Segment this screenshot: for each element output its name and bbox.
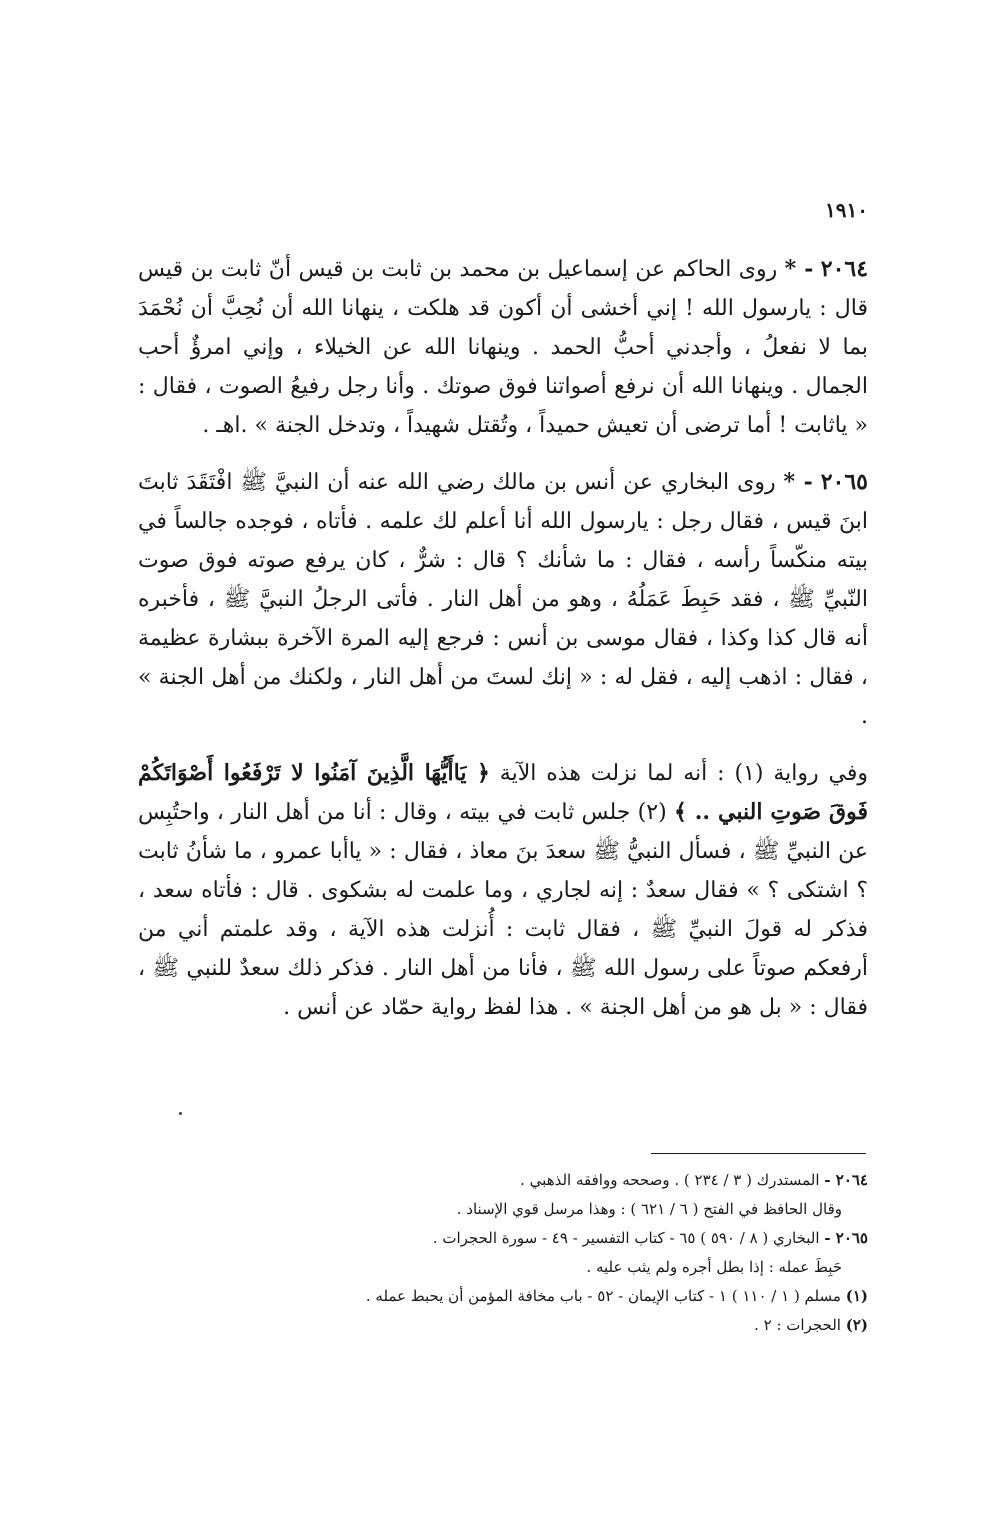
footnote [300, 1226, 868, 1251]
page-number: ١٩١٠ [825, 198, 868, 222]
footnote [300, 1255, 842, 1280]
footnote-ref-1: (١) [734, 761, 764, 786]
hadith-marker: - * [784, 256, 814, 282]
print-speck [179, 1112, 182, 1115]
hadith-number: ٢٠٦٤ [820, 256, 869, 282]
footnote [300, 1168, 868, 1193]
footnote [300, 1284, 868, 1309]
narration-intro: وفي رواية [773, 761, 869, 786]
footnote-divider [651, 1153, 866, 1154]
quran-verse: ﴿ يَاأَيُّهَا الَّذِينَ آمَنُوا لا تَرْفَعُوا أَصْوَاتَكُمْ فَوقَ صَوتِ النبي .. ﴾ [138, 760, 868, 825]
main-text [138, 250, 868, 1045]
narration-paragraph [138, 754, 868, 1027]
footnote-text: الحجرات : ٢ . [754, 1316, 841, 1334]
footnote-text: مسلم ( ١ / ١١٠ ) ١ - كتاب الإيمان - ٥٢ - باب مخافة المؤمن أن يحبط عمله . [365, 1287, 841, 1305]
narration-part-1: : أنه لما نزلت هذه الآية [499, 761, 725, 786]
footnote-number: (٢) [845, 1316, 868, 1334]
footnote-text: وقال الحافظ في الفتح ( ٦ / ٦٢١ ) : وهذا مرسل قوي الإسناد . [456, 1200, 842, 1218]
footnote-text: حَبِطَ عمله : إذا بطل أجره ولم يثب عليه . [586, 1258, 842, 1276]
footnote-ref-2: (٢) [637, 800, 667, 825]
hadith-2064 [138, 250, 868, 445]
footnote [300, 1197, 842, 1222]
footnotes [300, 1168, 868, 1342]
hadith-2065 [138, 463, 868, 736]
footnote-text: المستدرك ( ٣ / ٢٣٤ ) . وصححه ووافقه الذهبي . [520, 1171, 820, 1189]
narration-part-2: جلس ثابت في بيته ، وقال : أنا من أهل النار ، واحتُبِس عن النبيِّ ﷺ ، فسأل النبيُّ ﷺ سعدَ بنَ معاذ ، فقال : « ياأبا عمرو ، ما شأنُ ثابت ؟ اشتكى ؟ » فقال سعدٌ : إنه لجاري ، وما علمت له بشكوى . قال : فأتاه سعد ، فذكر له قولَ النبيِّ ﷺ ، فقال ثابت : أُنزلت هذه الآية ، وقد علمتم أني من أرفعكم صوتاً على رسول الله ﷺ ، فأنا من أهل النار . فذكر ذلك سعدٌ للنبي ﷺ ، فقال : « بل هو من أهل الجنة » . هذا لفظ رواية حمّاد عن أنس . [138, 800, 868, 1020]
footnote-number: ٢٠٦٥ - [824, 1229, 868, 1247]
footnote [300, 1313, 868, 1338]
footnote-number: ٢٠٦٤ - [824, 1171, 868, 1189]
footnote-number: (١) [845, 1287, 868, 1305]
hadith-marker: - * [783, 469, 813, 495]
footnote-text: البخاري ( ٨ / ٥٩٠ ) ٦٥ - كتاب التفسير - ٤٩ - سورة الحجرات . [432, 1229, 820, 1247]
hadith-text: روى البخاري عن أنس بن مالك رضي الله عنه أن النبيَّ ﷺ افْتَقَدَ ثابتَ ابنَ قيس ، فقال رجل : يارسول الله أنا أعلم لك علمه . فأتاه ، فوجده جالساً في بيته منكّساً رأسه ، فقال : ما شأنك ؟ قال : شرٌّ ، كان يرفع صوته فوق صوت النّبيِّ ﷺ ، فقد حَبِطَ عَمَلُهُ ، وهو من أهل النار . فأتى الرجلُ النبيَّ ﷺ ، فأخبره أنه قال كذا وكذا ، فقال موسى بن أنس : فرجع إليه المرة الآخرة ببشارة عظيمة ، فقال : اذهب إليه ، فقل له : « إنك لستَ من أهل النار ، ولكنك من أهل الجنة » . [138, 470, 868, 729]
hadith-number: ٢٠٦٥ [820, 469, 868, 495]
hadith-text: روى الحاكم عن إسماعيل بن محمد بن ثابت بن قيس أنّ ثابت بن قيس قال : يارسول الله ! إني أخشى أن أكون قد هلكت ، ينهانا الله أن نُحِبَّ أن نُحْمَدَ بما لا نفعلُ ، وأجدني أحبُّ الحمد . وينهانا الله عن الخيلاء ، وإني امرؤٌ أحب الجمال . وينهانا الله أن نرفع أصواتنا فوق صوتك . وأنا رجل رفيعُ الصوت ، فقال : « ياثابت ! أما ترضى أن تعيش حميداً ، وتُقتل شهيداً ، وتدخل الجنة » .اهـ . [138, 257, 868, 438]
